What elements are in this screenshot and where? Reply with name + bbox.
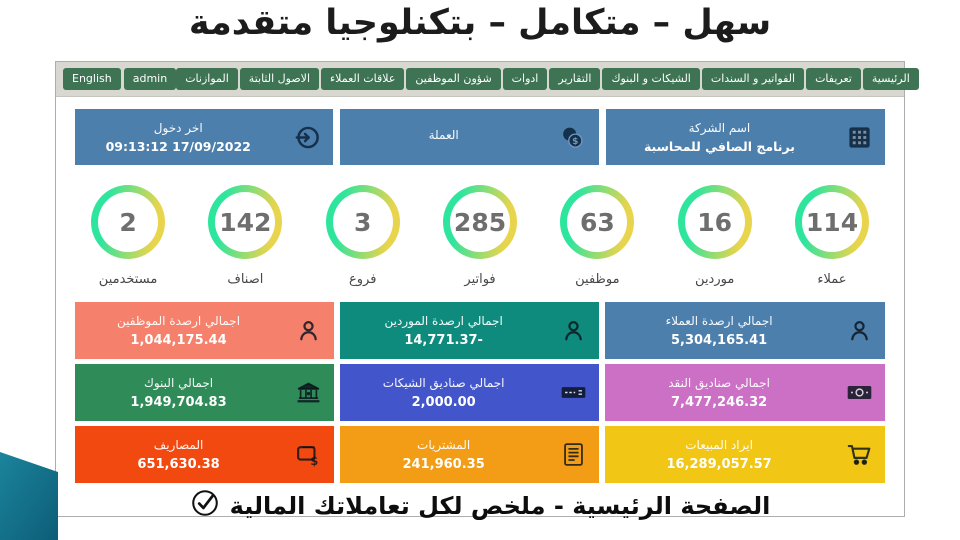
summary-card-value: 2,000.00 [411,394,476,410]
summary-card-value: 651,630.38 [137,456,220,472]
stat-label: موظفين [575,272,620,287]
stat-circle [434,185,526,287]
menu-button-label: علاقات العملاء [330,72,396,86]
summary-card-title: اجمالي البنوك [143,375,214,390]
summary-card-title: اجمالي صناديق النقد [668,375,770,390]
menu-item-1[interactable] [806,68,861,89]
summary-card [340,426,599,483]
menu-button-label: admin [132,72,168,86]
summary-cards-grid [75,302,885,483]
stat-label: فروع [348,272,377,287]
info-card-title: اسم الشركة [688,120,751,135]
info-card-title: اخر دخول [153,120,203,135]
menu-button-label: شؤون الموظفين [415,72,492,86]
stat-label: فواتير [464,272,496,287]
menu-item-2[interactable] [702,68,804,89]
summary-card-title: اجمالي ارصدة الموظفين [117,313,241,328]
menu-button-label: الفواتير و السندات [710,72,796,86]
summary-card-title: المصاريف [153,437,204,452]
menu-button-label: English [72,72,112,86]
stat-label: اصناف [227,272,264,287]
stat-circle [82,185,174,287]
menu-button-label: الشيكات و البنوك [611,72,691,86]
stat-circle [317,185,409,287]
bank-icon [282,379,334,406]
svg-text:$: $ [310,455,318,468]
person-icon [547,317,599,344]
menu-item-7[interactable] [321,68,404,89]
summary-card-value: 1,044,175.44 [130,332,227,348]
cart-icon [833,441,885,468]
stat-label: عملاء [817,272,847,287]
stat-circle [786,185,878,287]
stat-ring [91,185,165,259]
stat-ring [208,185,282,259]
svg-text:$: $ [572,136,579,147]
stat-ring [795,185,869,259]
person-icon [833,317,885,344]
info-card [340,109,598,165]
summary-card [340,364,599,421]
coins-icon [547,124,599,151]
info-card-title: العملة [428,128,459,142]
menu-button-label: تعريفات [815,72,852,86]
summary-card [605,426,885,483]
summary-card-value: 5,304,165.41 [670,332,768,348]
stat-ring [678,185,752,259]
menu-button-label: ادوات [511,72,539,86]
summary-card-title: المشتريات [417,437,471,452]
menu-item-8[interactable] [240,68,319,89]
menu-item-4[interactable] [549,68,600,89]
cheque-icon [547,379,599,406]
login-arrow-icon [281,124,333,151]
stat-value: 63 [567,192,627,252]
menu-button-label: الرئيسية [871,72,910,86]
summary-card [340,302,599,359]
stat-value: 142 [215,192,275,252]
app-window [55,61,910,517]
main-menu [176,68,919,89]
check-circle-icon [190,488,220,524]
stat-circle [199,185,291,287]
summary-card [605,364,885,421]
summary-card-value: 16,289,057.57 [666,456,772,472]
summary-card-value: 1,949,704.83 [130,394,227,410]
stat-value: 114 [802,192,862,252]
slide-caption [0,488,960,524]
wallet-icon [282,441,334,468]
stat-value: 2 [98,192,158,252]
summary-card-value: 7,477,246.32 [670,394,768,410]
summary-card [75,426,334,483]
menu-left-group [63,68,176,89]
summary-card [605,302,885,359]
stat-circle [669,185,761,287]
summary-card-value: 241,960.35 [402,456,485,472]
info-card-value: برنامج الصافي للمحاسبة [643,138,795,154]
stat-ring [560,185,634,259]
menu-button-english[interactable] [63,68,121,89]
stat-value: 3 [333,192,393,252]
stat-label: مستخدمين [98,272,158,287]
summary-card [75,302,334,359]
info-cards-row [75,109,885,165]
summary-card-value: 14,771.37- [404,332,483,348]
summary-card-title: اجمالي صناديق الشيكات [382,375,505,390]
stat-circle [551,185,643,287]
menu-item-3[interactable] [602,68,699,89]
summary-card-title: ايراد المبيعات [685,437,753,452]
building-icon [833,124,885,151]
summary-card-title: اجمالي ارصدة العملاء [665,313,773,328]
stat-label: موردين [695,272,735,287]
page-title: سهل – متكامل – بتكنلوجيا متقدمة [188,3,772,43]
menu-button-label: التقارير [558,72,592,86]
info-card [75,109,333,165]
stat-ring [326,185,400,259]
menu-button-label: الموازنات [185,72,229,86]
person-icon [282,317,334,344]
info-card [606,109,885,165]
menu-item-6[interactable] [406,68,500,89]
menu-item-9[interactable] [176,68,238,89]
stats-row [82,185,878,287]
stat-value: 285 [450,192,510,252]
menu-button-label: الاصول الثابتة [248,72,310,86]
stat-ring [443,185,517,259]
summary-card-title: اجمالي ارصدة الموردين [384,313,503,328]
menu-button-admin[interactable] [124,68,176,89]
slide-caption-text: الصفحة الرئيسية - ملخص لكل تعاملاتك المالية [229,492,771,520]
info-card-value: 09:13:12 17/09/2022 [105,138,251,154]
menu-item-0[interactable] [863,68,919,89]
summary-card [75,364,334,421]
menu-item-5[interactable] [503,68,548,89]
invoice-icon [547,441,599,468]
banknote-icon [833,379,885,406]
menu-bar [56,62,910,97]
stat-value: 16 [685,192,745,252]
